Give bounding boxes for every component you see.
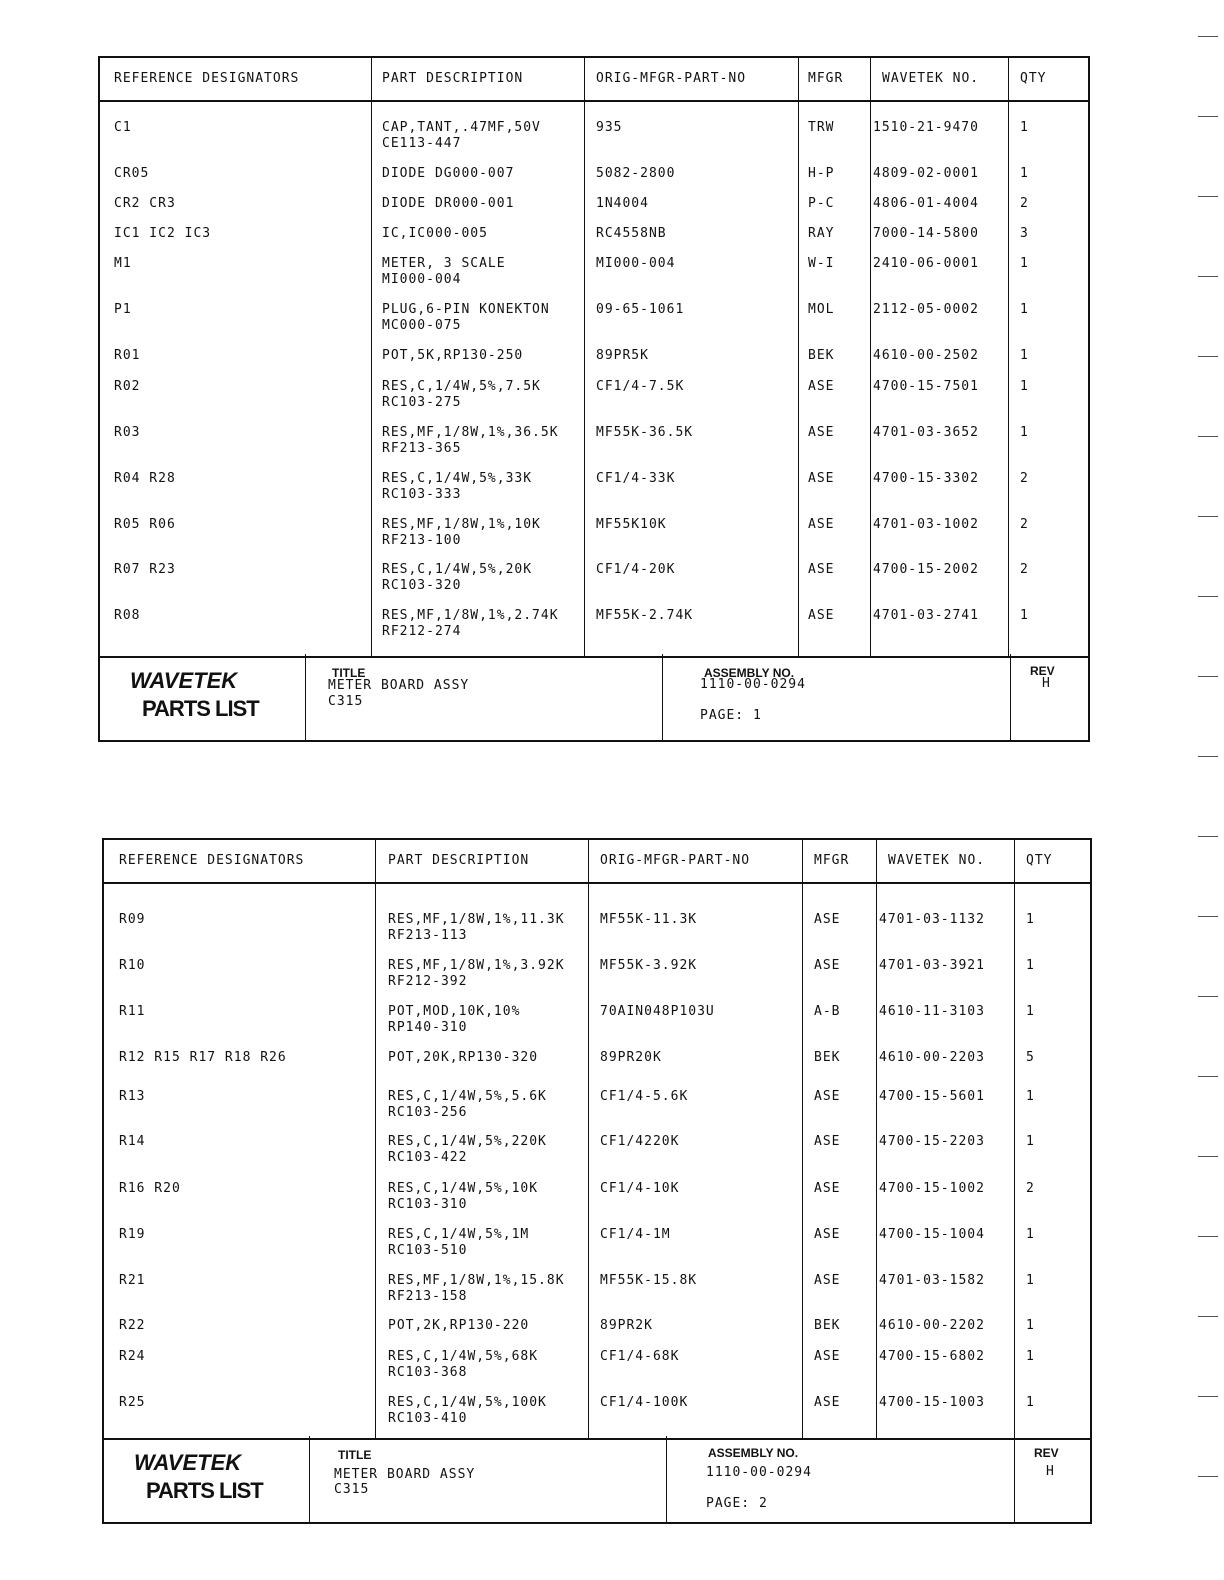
- row-ref: P1: [114, 302, 132, 317]
- row-qty: 1: [1020, 302, 1029, 317]
- title-model: C315: [328, 694, 364, 709]
- row-orig: 89PR2K: [600, 1318, 653, 1333]
- row-wavetek: 4701-03-3921: [879, 958, 985, 973]
- row-wavetek: 2112-05-0002: [873, 302, 979, 317]
- table-row: [100, 256, 1088, 294]
- row-desc: RES,C,1/4W,5%,100K RC103-410: [388, 1395, 547, 1426]
- row-desc: METER, 3 SCALE MI000-004: [382, 256, 506, 287]
- row-wavetek: 4610-11-3103: [879, 1004, 985, 1019]
- row-wavetek: 4700-15-3302: [873, 471, 979, 486]
- row-orig: CF1/4-20K: [596, 562, 676, 577]
- row-desc: DIODE DG000-007: [382, 166, 515, 181]
- row-mfgr: ASE: [814, 958, 841, 973]
- header-wavetek-no: WAVETEK NO.: [882, 71, 980, 86]
- wavetek-logo: [104, 1436, 309, 1522]
- row-desc: RES,C,1/4W,5%,68K RC103-368: [388, 1349, 539, 1380]
- table-row: [104, 1395, 1090, 1433]
- row-mfgr: ASE: [814, 1089, 841, 1104]
- row-mfgr: RAY: [808, 226, 835, 241]
- row-qty: 5: [1026, 1050, 1035, 1065]
- row-wavetek: 4610-00-2203: [879, 1050, 985, 1065]
- row-orig: MF55K10K: [596, 517, 667, 532]
- table-row: [104, 958, 1090, 996]
- table-row: [104, 912, 1090, 950]
- row-desc: CAP,TANT,.47MF,50V CE113-447: [382, 120, 541, 151]
- row-mfgr: ASE: [808, 562, 835, 577]
- parts-list-label: PARTS LIST: [142, 696, 259, 721]
- row-desc: POT,20K,RP130-320: [388, 1050, 539, 1065]
- row-orig: CF1/4-100K: [600, 1395, 689, 1410]
- row-orig: CF1/4220K: [600, 1134, 680, 1149]
- row-mfgr: ASE: [814, 1395, 841, 1410]
- row-qty: 1: [1020, 348, 1029, 363]
- row-desc: RES,C,1/4W,5%,10K RC103-310: [388, 1181, 539, 1212]
- title-block: [100, 654, 1088, 740]
- row-ref: R04 R28: [114, 471, 176, 486]
- row-mfgr: ASE: [814, 1181, 841, 1196]
- row-ref: R07 R23: [114, 562, 176, 577]
- table-row: [100, 120, 1088, 158]
- row-ref: R09: [119, 912, 146, 927]
- row-mfgr: H-P: [808, 166, 835, 181]
- scan-edge-mark: [1198, 756, 1218, 757]
- row-ref: M1: [114, 256, 132, 271]
- table-row: [104, 1273, 1090, 1311]
- row-mfgr: W-I: [808, 256, 835, 271]
- scan-edge-mark: [1198, 276, 1218, 277]
- header-orig-mfgr-part-no: ORIG-MFGR-PART-NO: [600, 853, 751, 868]
- row-desc: RES,C,1/4W,5%,5.6K RC103-256: [388, 1089, 547, 1120]
- row-orig: 1N4004: [596, 196, 649, 211]
- row-ref: CR2 CR3: [114, 196, 176, 211]
- page-indicator: PAGE: 2: [706, 1496, 768, 1511]
- brand-name: WAVETEK: [130, 668, 238, 693]
- row-wavetek: 4700-15-7501: [873, 379, 979, 394]
- row-ref: IC1 IC2 IC3: [114, 226, 212, 241]
- table-row: [104, 1349, 1090, 1387]
- row-mfgr: A-B: [814, 1004, 841, 1019]
- row-mfgr: ASE: [814, 1227, 841, 1242]
- row-orig: CF1/4-68K: [600, 1349, 680, 1364]
- row-wavetek: 4701-03-3652: [873, 425, 979, 440]
- scan-edge-mark: [1198, 1476, 1218, 1477]
- row-qty: 1: [1026, 1004, 1035, 1019]
- row-qty: 1: [1026, 1349, 1035, 1364]
- row-qty: 1: [1020, 425, 1029, 440]
- row-orig: CF1/4-1M: [600, 1227, 671, 1242]
- row-desc: IC,IC000-005: [382, 226, 488, 241]
- scan-edge-mark: [1198, 836, 1218, 837]
- wavetek-logo: [100, 654, 305, 740]
- table-row: [104, 1004, 1090, 1042]
- row-ref: R14: [119, 1134, 146, 1149]
- row-ref: R01: [114, 348, 141, 363]
- header-wavetek-no: WAVETEK NO.: [888, 853, 986, 868]
- row-orig: CF1/4-7.5K: [596, 379, 685, 394]
- scan-edge-mark: [1198, 596, 1218, 597]
- row-ref: R13: [119, 1089, 146, 1104]
- page-indicator: PAGE: 1: [700, 708, 762, 723]
- rev-label: REV: [1030, 664, 1055, 678]
- row-wavetek: 4701-03-2741: [873, 608, 979, 623]
- row-orig: CF1/4-33K: [596, 471, 676, 486]
- scan-edge-mark: [1198, 516, 1218, 517]
- row-wavetek: 4700-15-2203: [879, 1134, 985, 1149]
- row-wavetek: 4700-15-2002: [873, 562, 979, 577]
- row-qty: 2: [1020, 517, 1029, 532]
- row-mfgr: BEK: [814, 1318, 841, 1333]
- scan-edge-mark: [1198, 36, 1218, 37]
- row-wavetek: 4809-02-0001: [873, 166, 979, 181]
- table-row: [104, 1050, 1090, 1088]
- row-orig: MF55K-15.8K: [600, 1273, 698, 1288]
- assembly-label: ASSEMBLY NO.: [708, 1446, 799, 1460]
- row-ref: C1: [114, 120, 132, 135]
- scan-edge-mark: [1198, 1156, 1218, 1157]
- row-wavetek: 4701-03-1002: [873, 517, 979, 532]
- table-row: [100, 379, 1088, 417]
- row-qty: 1: [1020, 379, 1029, 394]
- row-orig: MF55K-3.92K: [600, 958, 698, 973]
- row-orig: 70AIN048P103U: [600, 1004, 715, 1019]
- table-row: [100, 517, 1088, 555]
- row-mfgr: ASE: [814, 1134, 841, 1149]
- header-part-description: PART DESCRIPTION: [382, 71, 524, 86]
- row-ref: R05 R06: [114, 517, 176, 532]
- table-row: [100, 425, 1088, 463]
- row-wavetek: 4700-15-1003: [879, 1395, 985, 1410]
- title-label: TITLE: [338, 1448, 372, 1462]
- row-desc: RES,MF,1/8W,1%,11.3K RF213-113: [388, 912, 565, 943]
- table-header: [100, 58, 1088, 102]
- row-wavetek: 4806-01-4004: [873, 196, 979, 211]
- table-row: [100, 471, 1088, 509]
- row-desc: RES,C,1/4W,5%,33K RC103-333: [382, 471, 533, 502]
- header-mfgr: MFGR: [808, 71, 844, 86]
- row-ref: R02: [114, 379, 141, 394]
- scan-edge-mark: [1198, 1316, 1218, 1317]
- table-row: [104, 1134, 1090, 1172]
- row-orig: 89PR20K: [600, 1050, 662, 1065]
- row-qty: 1: [1026, 912, 1035, 927]
- row-desc: RES,MF,1/8W,1%,2.74K RF212-274: [382, 608, 559, 639]
- row-mfgr: MOL: [808, 302, 835, 317]
- row-qty: 1: [1026, 958, 1035, 973]
- row-wavetek: 4610-00-2202: [879, 1318, 985, 1333]
- row-wavetek: 4700-15-1002: [879, 1181, 985, 1196]
- row-mfgr: ASE: [808, 379, 835, 394]
- row-mfgr: ASE: [814, 1349, 841, 1364]
- row-qty: 2: [1020, 196, 1029, 211]
- scan-edge-mark: [1198, 1396, 1218, 1397]
- row-ref: R08: [114, 608, 141, 623]
- row-ref: CR05: [114, 166, 150, 181]
- table-row: [104, 1181, 1090, 1219]
- row-ref: R16 R20: [119, 1181, 181, 1196]
- row-mfgr: ASE: [814, 912, 841, 927]
- row-ref: R12 R15 R17 R18 R26: [119, 1050, 287, 1065]
- row-ref: R22: [119, 1318, 146, 1333]
- scan-edge-mark: [1198, 676, 1218, 677]
- scan-edge-mark: [1198, 116, 1218, 117]
- row-ref: R24: [119, 1349, 146, 1364]
- row-desc: DIODE DR000-001: [382, 196, 515, 211]
- row-mfgr: ASE: [814, 1273, 841, 1288]
- scan-edge-mark: [1198, 1076, 1218, 1077]
- row-wavetek: 7000-14-5800: [873, 226, 979, 241]
- row-ref: R25: [119, 1395, 146, 1410]
- rev-value: H: [1042, 676, 1051, 691]
- table-header: [104, 840, 1090, 884]
- header-reference-designators: REFERENCE DESIGNATORS: [119, 853, 305, 868]
- row-qty: 1: [1020, 120, 1029, 135]
- row-desc: RES,MF,1/8W,1%,15.8K RF213-158: [388, 1273, 565, 1304]
- row-qty: 1: [1026, 1134, 1035, 1149]
- row-wavetek: 4610-00-2502: [873, 348, 979, 363]
- row-qty: 2: [1020, 562, 1029, 577]
- scan-edge-mark: [1198, 356, 1218, 357]
- row-desc: RES,C,1/4W,5%,220K RC103-422: [388, 1134, 547, 1165]
- table-row: [104, 1089, 1090, 1127]
- header-part-description: PART DESCRIPTION: [388, 853, 530, 868]
- row-qty: 1: [1026, 1089, 1035, 1104]
- title-value: METER BOARD ASSY: [334, 1467, 476, 1482]
- row-qty: 1: [1026, 1227, 1035, 1242]
- row-desc: RES,C,1/4W,5%,1M RC103-510: [388, 1227, 530, 1258]
- row-orig: MF55K-36.5K: [596, 425, 694, 440]
- row-mfgr: ASE: [808, 471, 835, 486]
- table-row: [104, 1227, 1090, 1265]
- title-value: METER BOARD ASSY: [328, 678, 470, 693]
- header-orig-mfgr-part-no: ORIG-MFGR-PART-NO: [596, 71, 747, 86]
- scan-edge-mark: [1198, 196, 1218, 197]
- row-ref: R03: [114, 425, 141, 440]
- row-ref: R19: [119, 1227, 146, 1242]
- header-qty: QTY: [1020, 71, 1047, 86]
- row-wavetek: 4701-03-1582: [879, 1273, 985, 1288]
- row-orig: CF1/4-5.6K: [600, 1089, 689, 1104]
- row-orig: 935: [596, 120, 623, 135]
- rev-value: H: [1046, 1464, 1055, 1479]
- header-mfgr: MFGR: [814, 853, 850, 868]
- row-desc: RES,MF,1/8W,1%,10K RF213-100: [382, 517, 541, 548]
- row-qty: 1: [1020, 608, 1029, 623]
- row-qty: 1: [1026, 1395, 1035, 1410]
- row-desc: POT,2K,RP130-220: [388, 1318, 530, 1333]
- row-desc: RES,C,1/4W,5%,20K RC103-320: [382, 562, 533, 593]
- row-desc: RES,MF,1/8W,1%,36.5K RF213-365: [382, 425, 559, 456]
- row-desc: POT,5K,RP130-250: [382, 348, 524, 363]
- row-qty: 2: [1020, 471, 1029, 486]
- row-qty: 1: [1020, 256, 1029, 271]
- row-orig: RC4558NB: [596, 226, 667, 241]
- row-qty: 3: [1020, 226, 1029, 241]
- row-orig: MI000-004: [596, 256, 676, 271]
- assembly-number: 1110-00-0294: [706, 1465, 812, 1480]
- row-desc: POT,MOD,10K,10% RP140-310: [388, 1004, 521, 1035]
- row-mfgr: BEK: [814, 1050, 841, 1065]
- scan-edge-mark: [1198, 916, 1218, 917]
- title-block: [104, 1436, 1090, 1522]
- title-label: TITLE: [332, 666, 366, 680]
- row-qty: 2: [1026, 1181, 1035, 1196]
- brand-name: WAVETEK: [134, 1450, 242, 1475]
- row-ref: R11: [119, 1004, 146, 1019]
- row-wavetek: 4701-03-1132: [879, 912, 985, 927]
- header-reference-designators: REFERENCE DESIGNATORS: [114, 71, 300, 86]
- parts-list-label: PARTS LIST: [146, 1478, 263, 1503]
- row-mfgr: BEK: [808, 348, 835, 363]
- header-qty: QTY: [1026, 853, 1053, 868]
- table-row: [100, 302, 1088, 340]
- row-desc: PLUG,6-PIN KONEKTON MC000-075: [382, 302, 550, 333]
- row-orig: CF1/4-10K: [600, 1181, 680, 1196]
- row-wavetek: 1510-21-9470: [873, 120, 979, 135]
- rev-label: REV: [1034, 1446, 1059, 1460]
- parts-list-sheet-page-1: [98, 56, 1090, 742]
- row-desc: RES,MF,1/8W,1%,3.92K RF212-392: [388, 958, 565, 989]
- table-row: [100, 562, 1088, 600]
- table-row: [100, 608, 1088, 646]
- row-orig: 5082-2800: [596, 166, 676, 181]
- row-ref: R21: [119, 1273, 146, 1288]
- row-wavetek: 2410-06-0001: [873, 256, 979, 271]
- row-wavetek: 4700-15-6802: [879, 1349, 985, 1364]
- row-desc: RES,C,1/4W,5%,7.5K RC103-275: [382, 379, 541, 410]
- row-mfgr: P-C: [808, 196, 835, 211]
- scan-edge-mark: [1198, 1236, 1218, 1237]
- title-model: C315: [334, 1482, 370, 1497]
- row-orig: 89PR5K: [596, 348, 649, 363]
- row-wavetek: 4700-15-5601: [879, 1089, 985, 1104]
- row-orig: MF55K-11.3K: [600, 912, 698, 927]
- row-qty: 1: [1026, 1318, 1035, 1333]
- parts-list-sheet-page-2: [102, 838, 1092, 1524]
- row-qty: 1: [1026, 1273, 1035, 1288]
- row-mfgr: ASE: [808, 608, 835, 623]
- row-mfgr: ASE: [808, 517, 835, 532]
- row-mfgr: TRW: [808, 120, 835, 135]
- row-orig: MF55K-2.74K: [596, 608, 694, 623]
- scan-edge-mark: [1198, 436, 1218, 437]
- assembly-number: 1110-00-0294: [700, 677, 806, 692]
- row-ref: R10: [119, 958, 146, 973]
- row-qty: 1: [1020, 166, 1029, 181]
- row-orig: 09-65-1061: [596, 302, 685, 317]
- scan-edge-mark: [1198, 996, 1218, 997]
- assembly-label: ASSEMBLY NO.: [704, 666, 795, 680]
- row-mfgr: ASE: [808, 425, 835, 440]
- row-wavetek: 4700-15-1004: [879, 1227, 985, 1242]
